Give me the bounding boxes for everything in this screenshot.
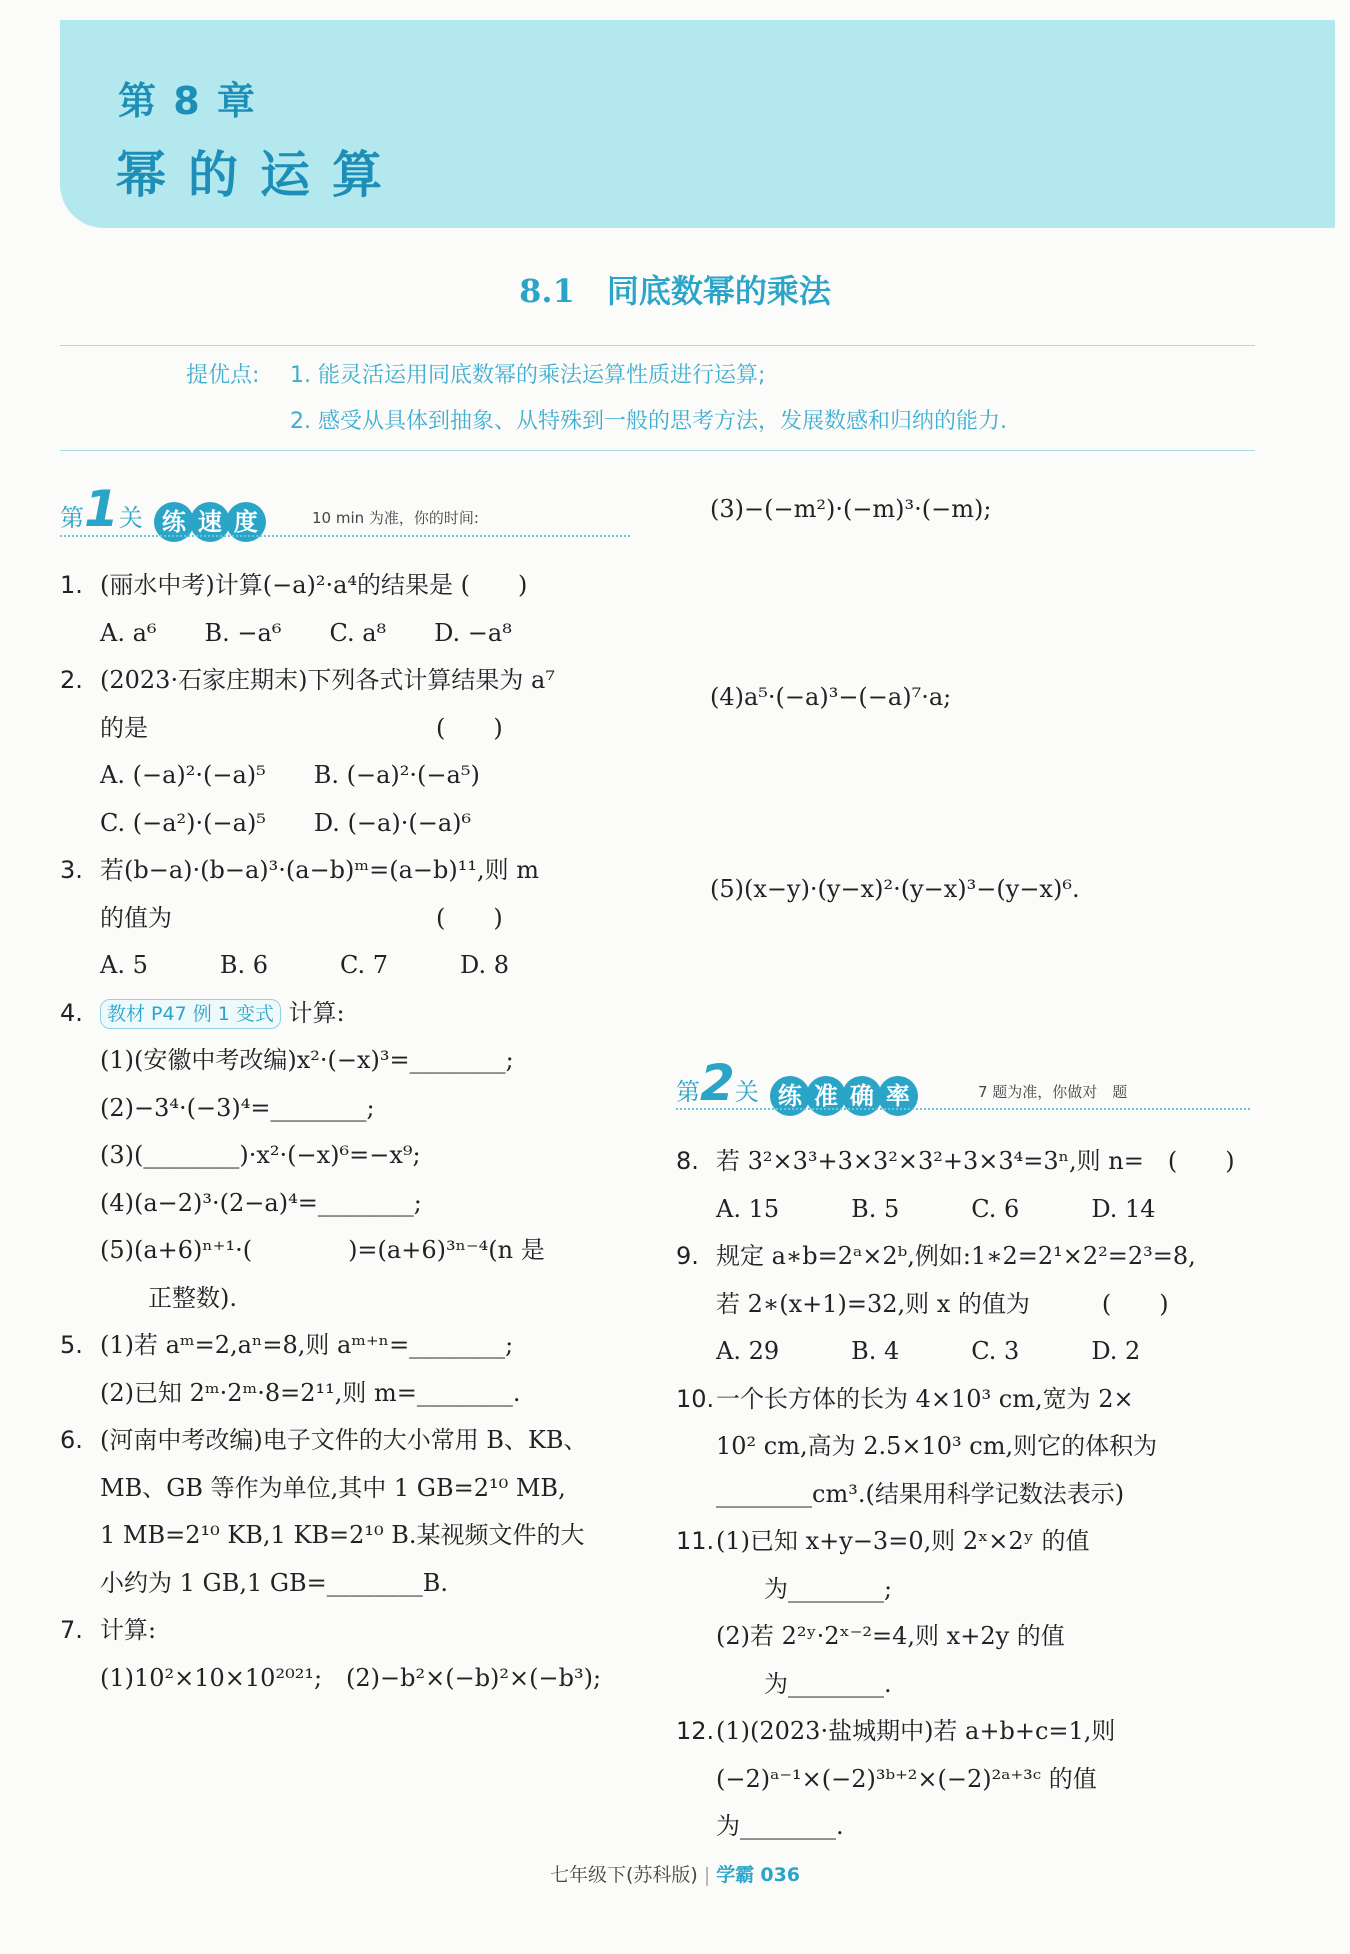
right-line: [676, 1138, 1256, 1186]
line-text: (1)已知 x+y−3=0,则 2ˣ×2ʸ 的值: [716, 1527, 1090, 1555]
exercise-7-4: (4)a⁵·(−a)³−(−a)⁷·a;: [710, 683, 952, 711]
line-text: (1)若 aᵐ=2,aⁿ=8,则 aᵐ⁺ⁿ=________;: [100, 1331, 514, 1359]
line-text: A. 15 B. 5 C. 6 D. 14: [716, 1194, 1156, 1223]
page-footer: 七年级下(苏科版) | 学霸 036: [549, 1864, 801, 1886]
level2-char: 率: [878, 1076, 918, 1116]
question-number: 3.: [60, 856, 83, 884]
textbook-tag: 教材 P47 例 1 变式: [100, 999, 281, 1029]
goal-item-1: 1. 能灵活运用同底数幂的乘法运算性质进行运算;: [290, 363, 766, 388]
exercise-7-5: (5)(x−y)·(y−x)²·(y−x)³−(y−x)⁶.: [710, 875, 1080, 903]
level1-char: 速: [190, 502, 230, 542]
line-text: 若(b−a)·(b−a)³·(a−b)ᵐ=(a−b)¹¹,则 m: [100, 856, 539, 884]
line-text: 的是 ( ): [100, 713, 503, 742]
section-title: 8.1 同底数幂的乘法: [519, 272, 831, 310]
line-text: A. 29 B. 4 C. 3 D. 2: [716, 1337, 1141, 1365]
question-number: 11.: [676, 1527, 715, 1555]
line-text: A. 5 B. 6 C. 7 D. 8: [100, 951, 509, 979]
left-line: [60, 847, 640, 895]
left-line: [60, 562, 640, 610]
right-line: [676, 1566, 1256, 1614]
line-text: ________cm³.(结果用科学记数法表示): [716, 1479, 1125, 1508]
level2-prefix: 第: [676, 1078, 700, 1106]
right-line: [676, 1233, 1256, 1281]
chapter-title: 幂的运算: [116, 146, 404, 204]
left-line: [60, 1417, 640, 1465]
right-top-column: [710, 486, 1270, 534]
left-line: [60, 610, 640, 658]
line-text: 一个长方体的长为 4×10³ cm,宽为 2×: [716, 1384, 1134, 1413]
question-number: 9.: [676, 1242, 699, 1270]
right-line: [676, 1518, 1256, 1566]
line-text: A. (−a)²·(−a)⁵ B. (−a)²·(−a⁵): [100, 761, 480, 789]
left-column: [60, 562, 640, 1702]
level1-header: [60, 480, 262, 542]
left-line: [60, 752, 640, 800]
line-text: 小约为 1 GB,1 GB=________B.: [100, 1568, 449, 1597]
divider-top: [60, 345, 1255, 346]
line-text: 为________.: [764, 1669, 892, 1698]
level1-number: 1: [84, 480, 119, 538]
left-line: [60, 1560, 640, 1608]
level1-suffix: 关: [118, 504, 143, 532]
level2-note: 7 题为准，你做对 题: [978, 1083, 1128, 1101]
line-text: 规定 a∗b=2ᵃ×2ᵇ,例如:1∗2=2¹×2²=2³=8,: [716, 1242, 1196, 1270]
footer-grade: 七年级下(苏科版): [549, 1864, 698, 1886]
question-number: 1.: [60, 571, 83, 599]
left-line: [60, 1370, 640, 1418]
question-number: 4.: [60, 998, 83, 1027]
question-number: 5.: [60, 1331, 83, 1359]
line-text: (2)若 2²ʸ·2ˣ⁻²=4,则 x+2y 的值: [716, 1622, 1065, 1650]
line-text: (2)已知 2ᵐ·2ᵐ·8=2¹¹,则 m=________.: [100, 1378, 521, 1407]
line-text: 若 3²×3³+3×3²×3²+3×3⁴=3ⁿ,则 n= ( ): [716, 1147, 1235, 1175]
right-line: [676, 1661, 1256, 1709]
page-number: 036: [760, 1864, 801, 1886]
question-number: 12.: [676, 1717, 715, 1745]
level1-char: 度: [226, 502, 266, 542]
line-text: (4)(a−2)³·(2−a)⁴=________;: [100, 1188, 422, 1217]
left-line: [60, 657, 640, 705]
line-text: 为________.: [716, 1812, 844, 1840]
level1-underline: [60, 535, 630, 537]
line-text: (−2)ᵃ⁻¹×(−2)³ᵇ⁺²×(−2)²ᵃ⁺³ᶜ 的值: [716, 1764, 1097, 1793]
right-line: [676, 1281, 1256, 1329]
right-line: [676, 1803, 1256, 1851]
line-text: MB、GB 等作为单位,其中 1 GB=2¹⁰ MB,: [100, 1473, 566, 1502]
level2-char: 确: [842, 1076, 882, 1116]
left-line: [60, 1037, 640, 1085]
divider-bottom: [60, 450, 1255, 451]
right-line: [676, 1423, 1256, 1471]
question-number: 10.: [676, 1384, 715, 1413]
left-line: [60, 1180, 640, 1228]
left-line: [60, 1655, 640, 1703]
left-line: [60, 990, 640, 1038]
line-text: (2023·石家庄期末)下列各式计算结果为 a⁷: [100, 666, 555, 694]
level1-note: 10 min 为准，你的时间:: [312, 509, 479, 527]
line-text: (河南中考改编)电子文件的大小常用 B、KB、: [100, 1426, 588, 1454]
question-number: 2.: [60, 666, 83, 694]
right-line: [676, 1376, 1256, 1424]
line-text: 正整数).: [148, 1283, 237, 1312]
line-text: 为________;: [764, 1574, 893, 1603]
right-top-column-3: [710, 866, 1270, 914]
line-text: (1)(2023·盐城期中)若 a+b+c=1,则: [716, 1717, 1116, 1745]
right-line: [676, 1471, 1256, 1519]
line-text: A. a⁶ B. −a⁶ C. a⁸ D. −a⁸: [100, 618, 512, 647]
line-text: 10² cm,高为 2.5×10³ cm,则它的体积为: [716, 1432, 1158, 1460]
left-line: [60, 1275, 640, 1323]
left-line: [60, 895, 640, 943]
chapter-number: 第 8 章: [118, 79, 257, 123]
left-line: [60, 1607, 640, 1655]
level2-char: 练: [770, 1076, 810, 1116]
question-number: 7.: [60, 1616, 83, 1644]
line-text: (2)−3⁴·(−3)⁴=________;: [100, 1093, 375, 1122]
right-line: [676, 1328, 1256, 1376]
left-line: [60, 1085, 640, 1133]
left-line: [60, 1322, 640, 1370]
left-line: [60, 1465, 640, 1513]
left-line: [60, 942, 640, 990]
left-line: [60, 800, 640, 848]
exercise-7-3: (3)−(−m²)·(−m)³·(−m);: [710, 495, 992, 523]
question-number: 8.: [676, 1147, 699, 1175]
left-line: [60, 1227, 640, 1275]
line-text: 的值为 ( ): [100, 903, 503, 932]
level1-prefix: 第: [60, 504, 84, 532]
line-text: 1 MB=2¹⁰ KB,1 KB=2¹⁰ B.某视频文件的大: [100, 1521, 585, 1549]
right-column: [676, 1138, 1256, 1851]
line-text: 若 2∗(x+1)=32,则 x 的值为 ( ): [716, 1289, 1169, 1318]
level2-number: 2: [700, 1054, 735, 1112]
right-line: [676, 1708, 1256, 1756]
level2-char: 准: [806, 1076, 846, 1116]
footer-brand: 学霸: [716, 1864, 755, 1886]
line-text: C. (−a²)·(−a)⁵ D. (−a)·(−a)⁶: [100, 808, 472, 837]
right-line: [676, 1613, 1256, 1661]
line-text: (1)10²×10×10²⁰²¹; (2)−b²×(−b)²×(−b³);: [100, 1663, 602, 1692]
level2-underline: [676, 1108, 1250, 1110]
right-line: [676, 1756, 1256, 1804]
line-text: (丽水中考)计算(−a)²·a⁴的结果是 ( ): [100, 571, 528, 599]
line-text: 计算:: [100, 1616, 157, 1644]
line-text: (1)(安徽中考改编)x²·(−x)³=________;: [100, 1046, 514, 1074]
level2-suffix: 关: [734, 1078, 759, 1106]
left-line: [60, 1132, 640, 1180]
right-line: [676, 1186, 1256, 1234]
goal-item-2: 2. 感受从具体到抽象、从特殊到一般的思考方法，发展数感和归纳的能力.: [290, 409, 1007, 434]
question-number: 6.: [60, 1426, 83, 1454]
right-top-column-2: [710, 674, 1270, 722]
left-line: [60, 1512, 640, 1560]
goals-label: 提优点:: [186, 363, 260, 388]
line-text: (3)(________)·x²·(−x)⁶=−x⁹;: [100, 1141, 421, 1169]
line-text: (5)(a+6)ⁿ⁺¹·( )=(a+6)³ⁿ⁻⁴(n 是: [100, 1236, 545, 1264]
level1-char: 练: [154, 502, 194, 542]
left-line: [60, 705, 640, 753]
level2-header: [676, 1054, 914, 1116]
line-text: 计算:: [280, 998, 345, 1027]
